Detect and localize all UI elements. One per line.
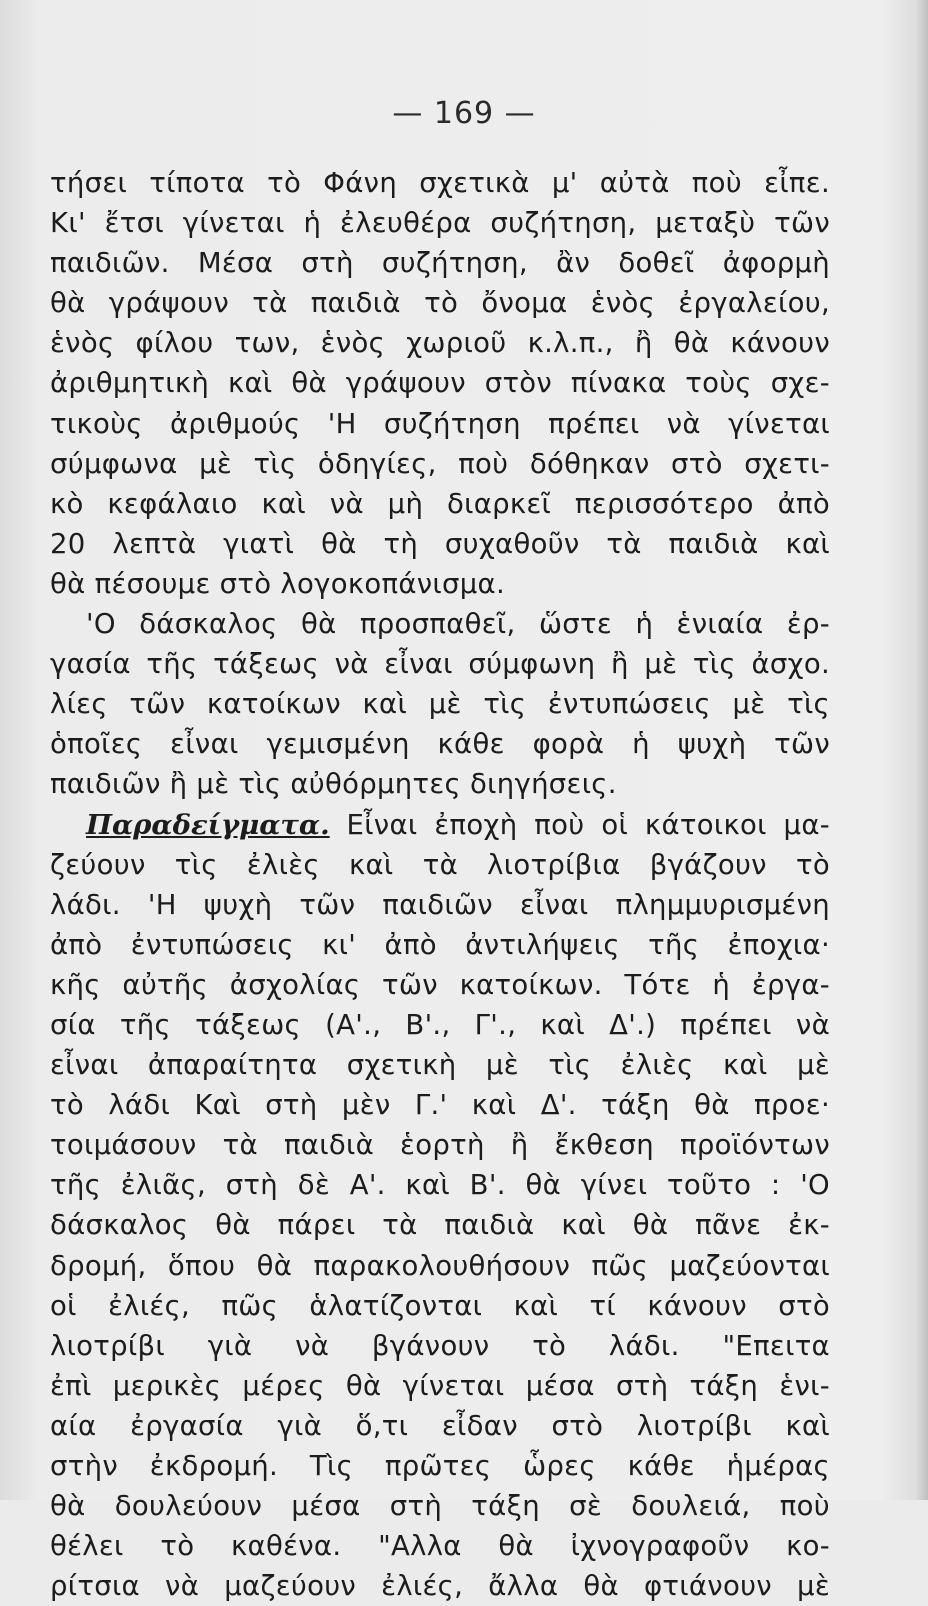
text-line: κῆς αὐτῆς ἀσχολίας τῶν κατοίκων. Τότε ἡ ἐργα- [50, 968, 830, 1001]
text-line: θὰ πέσουμε στὸ λογοκοπάνισμα. [50, 567, 506, 600]
body-text [50, 163, 830, 1606]
text-line: αία ἐργασία γιὰ ὅ,τι εἶδαν στὸ λιοτρίβι καὶ [50, 1409, 830, 1442]
text-line: παιδιῶν. Μέσα στὴ συζήτηση, ἂν δοθεῖ ἀφορμὴ [50, 247, 830, 280]
text-line: δάσκαλος θὰ πάρει τὰ παιδιὰ καὶ θὰ πᾶνε ἐκ- [50, 1209, 830, 1242]
text-line-with-heading [50, 805, 830, 845]
text-line: ζεύουν τὶς ἐλιὲς καὶ τὰ λιοτρίβια βγάζουν τὸ [50, 848, 830, 881]
text-line: θὰ δουλεύουν μέσα στὴ τάξη σὲ δουλειά, ποὺ [50, 1490, 830, 1523]
text-line: εἶναι ἀπαραίτητα σχετικὴ μὲ τὶς ἐλιὲς καὶ μὲ [50, 1049, 830, 1082]
text-line: τήσει τίποτα τὸ Φάνη σχετικὰ μ' αὐτὰ ποὺ εἶπε. [50, 167, 830, 199]
text-line: λιοτρίβι γιὰ νὰ βγάνουν τὸ λάδι. "Επειτα [50, 1329, 830, 1362]
text-line: δρομή, ὅπου θὰ παρακολουθήσουν πῶς μαζεύονται [50, 1249, 830, 1282]
page-edge-shadow [916, 0, 928, 1500]
text-line: στὴν ἐκδρομή. Τὶς πρῶτες ὧρες κάθε ἡμέρας [50, 1450, 830, 1482]
text-line: ρίτσια νὰ μαζεύουν ἐλιές, ἄλλα θὰ φτιάνουν μὲ [50, 1570, 830, 1603]
text-fragment: Εἶναι ἐποχὴ ποὺ οἱ κάτοικοι μα- [346, 808, 831, 841]
text-line: Κι' ἔτσι γίνεται ἡ ἐλευθέρα συζήτηση, μεταξὺ τῶν [50, 207, 830, 240]
text-line: τοιμάσουν τὰ παιδιὰ ἑορτὴ ἢ ἔκθεση προϊόντων [50, 1129, 830, 1162]
text-line: σία τῆς τάξεως (Α'., Β'., Γ'., καὶ Δ'.) πρέπει νὰ [50, 1008, 830, 1041]
text-line: ὁποῖες εἶναι γεμισμένη κάθε φορὰ ἡ ψυχὴ τῶν [50, 728, 830, 761]
examples-heading: Παραδείγματα. [86, 808, 330, 841]
text-line: λίες τῶν κατοίκων καὶ μὲ τὶς ἐντυπώσεις μὲ τὶς [50, 688, 830, 721]
text-line: ἀπὸ ἐντυπώσεις κι' ἀπὸ ἀντιλήψεις τῆς ἐποχια· [50, 928, 830, 961]
text-line: παιδιῶν ἢ μὲ τὶς αὐθόρμητες διηγήσεις. [50, 768, 617, 801]
text-line: κὸ κεφάλαιο καὶ νὰ μὴ διαρκεῖ περισσότερο ἀπὸ [50, 487, 830, 520]
text-line: γασία τῆς τάξεως νὰ εἶναι σύμφωνη ἢ μὲ τὶς ἀσχο. [50, 648, 830, 681]
text-line: λάδι. 'Η ψυχὴ τῶν παιδιῶν εἶναι πλημμυρισμένη [50, 888, 830, 921]
text-line: ἀριθμητικὴ καὶ θὰ γράψουν στὸν πίνακα τοὺς σχε- [50, 367, 830, 400]
page-number: — 169 — [392, 96, 536, 131]
text-line: θέλει τὸ καθένα. "Αλλα θὰ ἰχνογραφοῦν κο- [50, 1530, 830, 1563]
text-line: ἐπὶ μερικὲς μέρες θὰ γίνεται μέσα στὴ τάξη ἑνι- [50, 1369, 830, 1402]
text-line: τὸ λάδι Καὶ στὴ μὲν Γ.' καὶ Δ'. τάξη θὰ προε· [50, 1089, 830, 1122]
text-line: ἑνὸς φίλου των, ἑνὸς χωριοῦ κ.λ.π., ἢ θὰ κάνουν [50, 327, 830, 360]
text-line: θὰ γράψουν τὰ παιδιὰ τὸ ὄνομα ἑνὸς ἐργαλείου, [50, 287, 830, 320]
text-line: 'Ο δάσκαλος θὰ προσπαθεῖ, ὥστε ἡ ἑνιαία ἐρ- [86, 608, 830, 641]
text-line: οἱ ἐλιές, πῶς ἁλατίζονται καὶ τί κάνουν στὸ [50, 1289, 830, 1322]
text-line: σύμφωνα μὲ τὶς ὁδηγίες, ποὺ δόθηκαν στὸ σχετι- [50, 447, 830, 480]
text-line: τικοὺς ἀριθμούς 'Η συζήτηση πρέπει νὰ γίνεται [50, 407, 830, 440]
text-line: 20 λεπτὰ γιατὶ θὰ τὴ συχαθοῦν τὰ παιδιὰ καὶ [50, 527, 830, 560]
text-line: τῆς ἐλιᾶς, στὴ δὲ Α'. καὶ Β'. θὰ γίνει τοῦτο : 'Ο [50, 1169, 830, 1202]
